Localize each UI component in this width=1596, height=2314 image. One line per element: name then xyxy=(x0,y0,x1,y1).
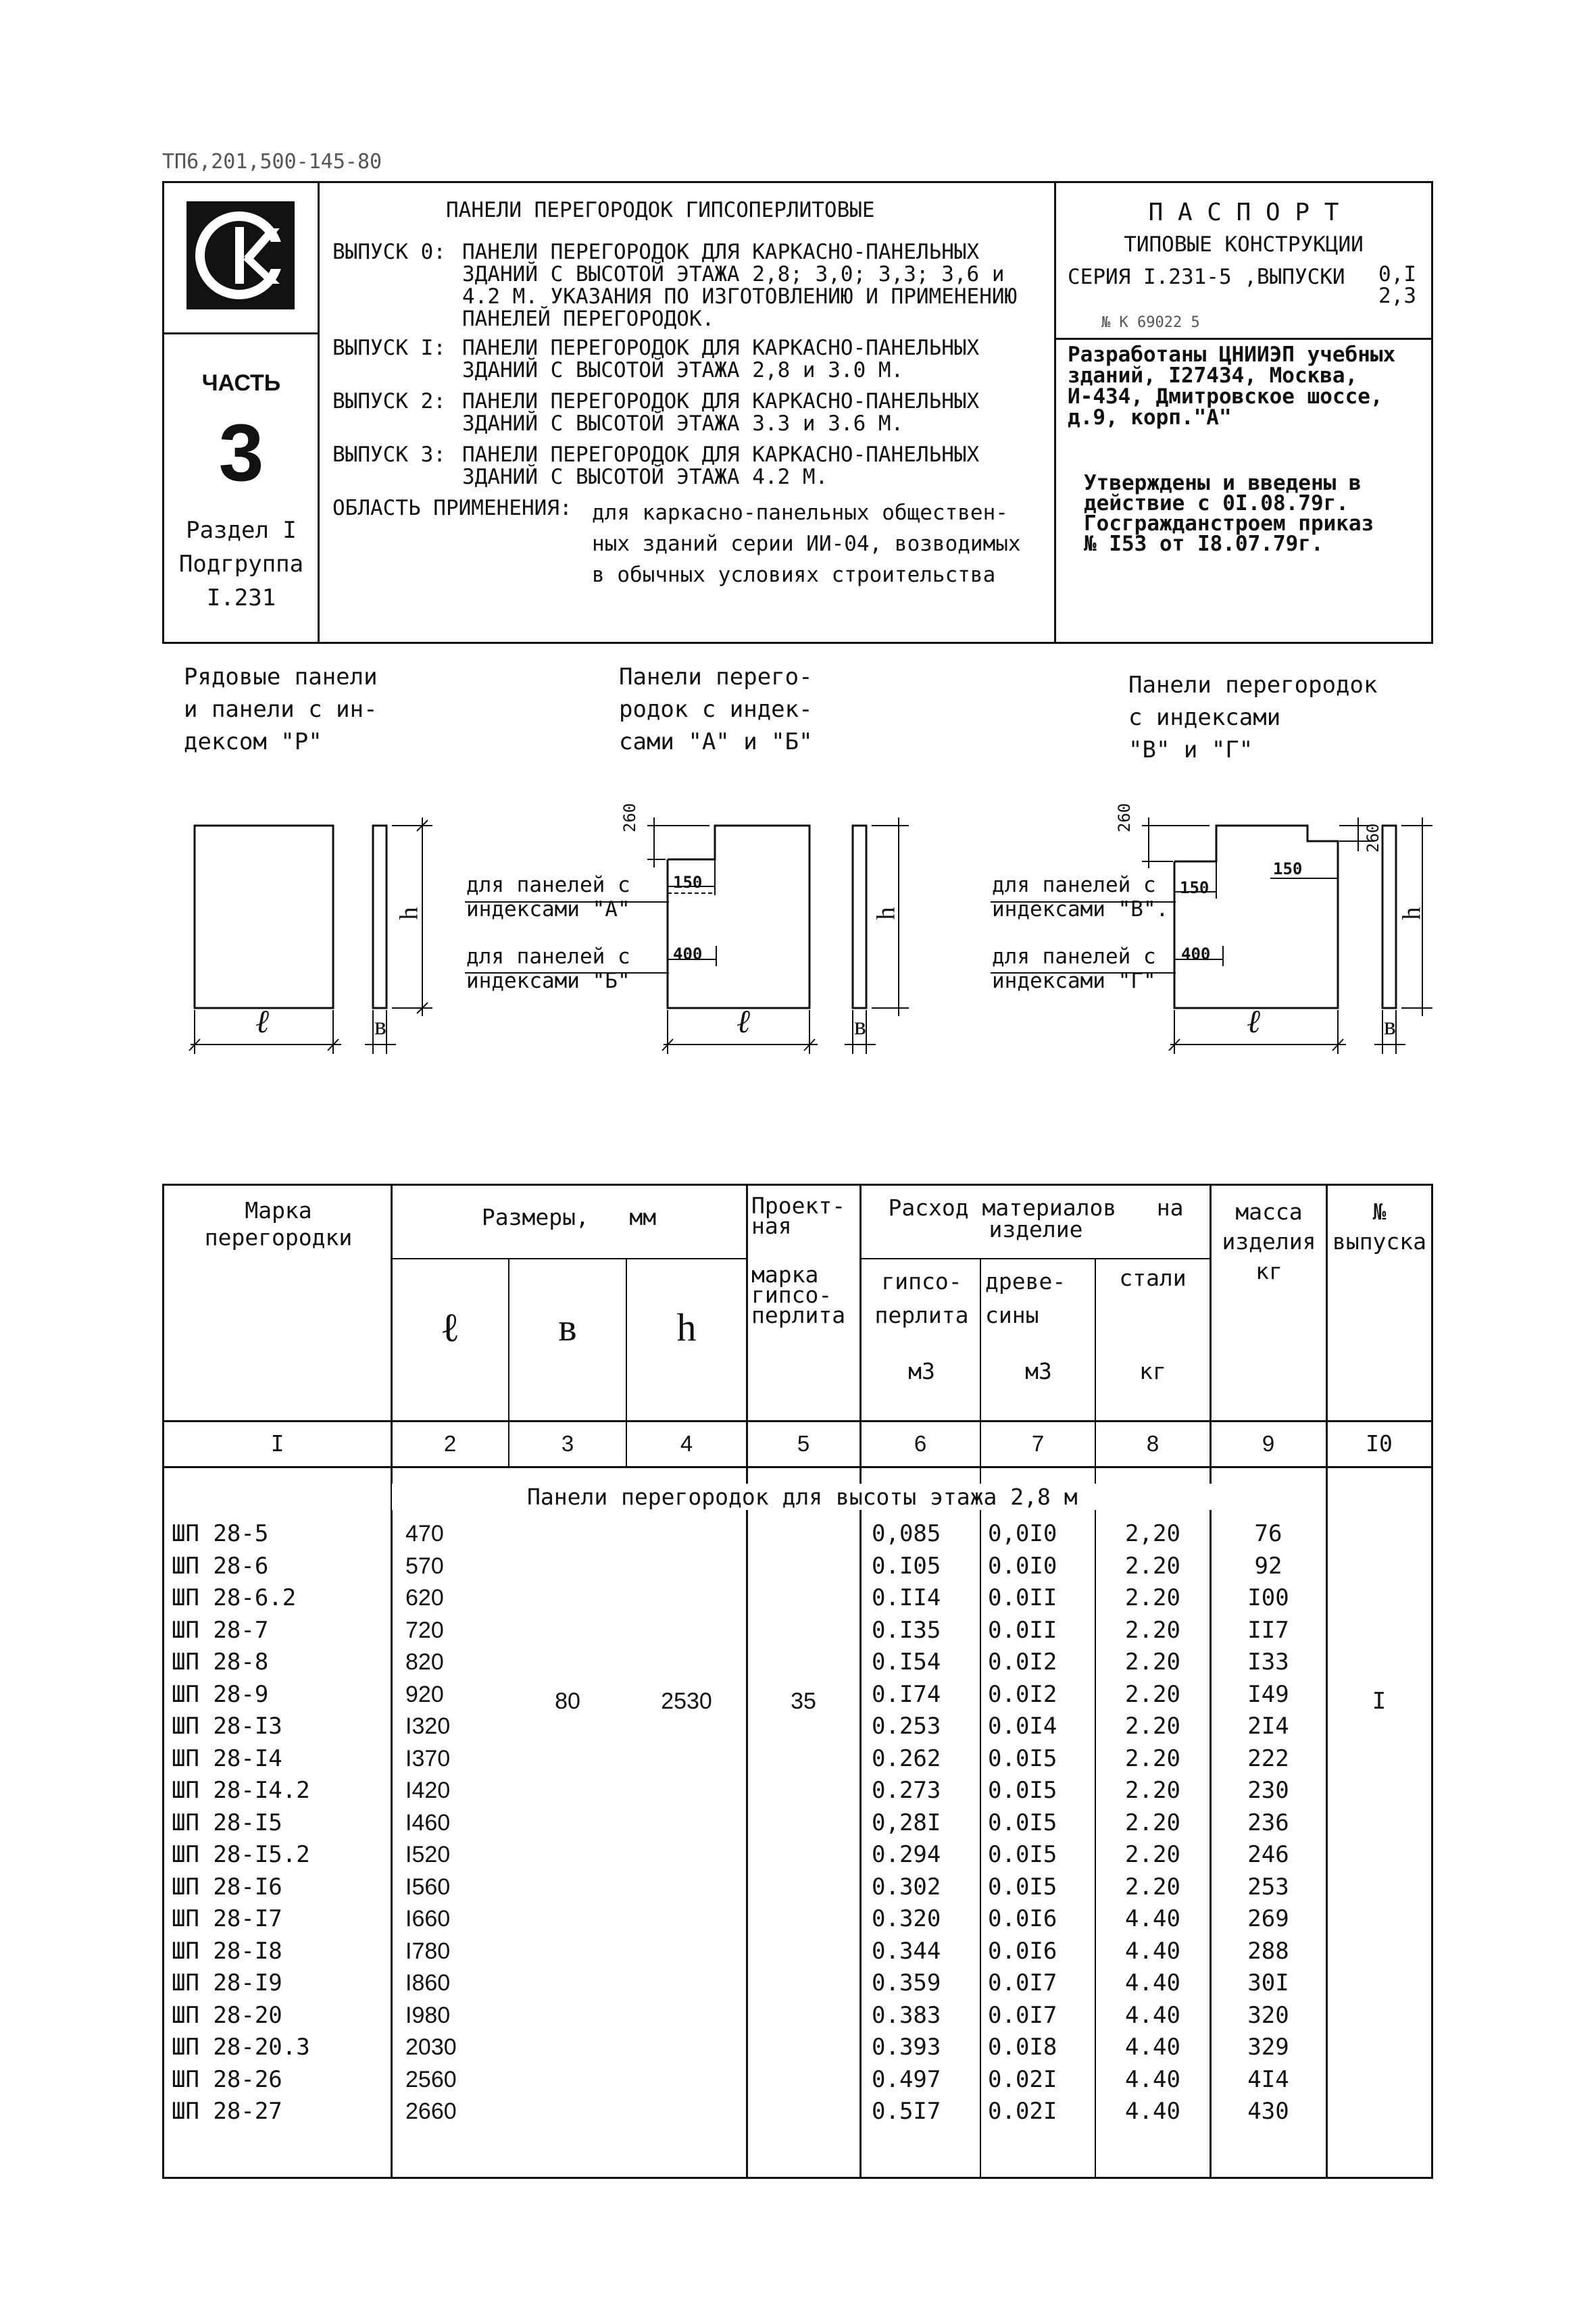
cell-mass: 30I xyxy=(1247,1969,1289,1996)
th-proj: Проект- ная xyxy=(751,1192,846,1239)
col-num-8: 8 xyxy=(1146,1431,1159,1456)
cell-l: I980 xyxy=(405,2002,451,2028)
col-num-2: 2 xyxy=(443,1431,457,1456)
cell-l: I460 xyxy=(405,1809,451,1836)
dim-l-2: ℓ xyxy=(737,1004,750,1040)
issue-1-text: ПАНЕЛИ ПЕРЕГОРОДОК ДЛЯ КАРКАСНО-ПАНЕЛЬНЫХ ЗДАНИЙ С ВЫСОТОЙ ЭТАЖА 2,8 и 3.0 М. xyxy=(462,336,980,382)
note-a-2: индексами "А" xyxy=(466,897,630,922)
cell-l: 2030 xyxy=(405,2034,457,2060)
issue-2-label: ВЫПУСК 2: xyxy=(332,389,446,413)
cell-mass: 4I4 xyxy=(1247,2065,1289,2093)
cell-l: 620 xyxy=(405,1585,444,1611)
cell-wood: 0.0I0 xyxy=(988,1552,1057,1580)
caption-vg-panels: Панели перегородок с индексами "В" и "Г" xyxy=(1128,672,1378,763)
cell-mass: 236 xyxy=(1247,1809,1289,1836)
dim-b-1: в xyxy=(374,1012,386,1040)
doc-number: ТП6,201,500-145-80 xyxy=(162,150,382,174)
cell-steel: 2.20 xyxy=(1125,1777,1180,1804)
cell-mark: ШП 28-I5.2 xyxy=(172,1841,310,1868)
dim-400-3: 400 xyxy=(1181,945,1211,963)
cell-steel: 4.40 xyxy=(1125,1905,1180,1932)
note-v-1: для панелей с xyxy=(992,873,1156,897)
cell-wood: 0.0I2 xyxy=(988,1649,1057,1676)
dim-260-3b: 260 xyxy=(1364,823,1382,853)
cell-l: 470 xyxy=(405,1521,444,1546)
th-wood: древе- сины xyxy=(985,1268,1066,1328)
cell-l: 920 xyxy=(405,1681,444,1707)
cell-mass: 430 xyxy=(1247,2098,1289,2125)
col-num-7: 7 xyxy=(1031,1431,1045,1456)
issue-2-text: ПАНЕЛИ ПЕРЕГОРОДОК ДЛЯ КАРКАСНО-ПАНЕЛЬНЫХ ЗДАНИЙ С ВЫСОТОЙ ЭТАЖА 3.3 и 3.6 М. xyxy=(462,389,980,436)
cell-steel: 4.40 xyxy=(1125,1937,1180,1965)
cell-mass: 92 xyxy=(1254,1552,1282,1580)
col-num-3: 3 xyxy=(561,1431,574,1456)
dim-h-1: h xyxy=(395,907,424,920)
section-label: Раздел I xyxy=(186,517,297,544)
developer-text: Разработаны ЦНИИЭП учебных зданий, I27434, Москва, И-434, Дмитровское шоссе, д.9, корп."А" xyxy=(1068,343,1396,430)
cell-mark: ШП 28-20 xyxy=(172,2001,282,2029)
cell-l: I370 xyxy=(405,1745,451,1771)
cell-l: I520 xyxy=(405,1842,451,1867)
passport-subtitle: ТИПОВЫЕ КОНСТРУКЦИИ xyxy=(1124,232,1364,257)
cell-mass: II7 xyxy=(1247,1616,1289,1644)
th-l: ℓ xyxy=(440,1305,460,1350)
cell-steel: 2.20 xyxy=(1125,1744,1180,1772)
issue-0-text: ПАНЕЛИ ПЕРЕГОРОДОК ДЛЯ КАРКАСНО-ПАНЕЛЬНЫХ ЗДАНИЙ С ВЫСОТОЙ ЭТАЖА 2,8; 3,0; 3,3; 3,6 и 4.2 М. УКАЗАНИЯ ПО ИЗГОТОВЛЕНИЮ И ПРИМЕНЕНИЮ ПАНЕЛЕЙ ПЕРЕГОРОДОК. xyxy=(462,240,1018,331)
cell-wood: 0,0I0 xyxy=(988,1520,1057,1547)
cell-gyps: 0.I05 xyxy=(872,1552,941,1580)
cell-mark: ШП 28-6.2 xyxy=(172,1584,297,1611)
cell-gyps: 0.393 xyxy=(872,2034,941,2061)
dim-b-3: в xyxy=(1384,1012,1396,1040)
cell-steel: 2.20 xyxy=(1125,1552,1180,1580)
col-num-9: 9 xyxy=(1262,1431,1275,1456)
scope-text: для каркасно-панельных обществен- ных зданий серии ИИ-04, возводимых в обычных условиях строительства xyxy=(592,501,1021,587)
cell-mass: I33 xyxy=(1247,1649,1289,1676)
cell-gyps: 0.I74 xyxy=(872,1680,941,1708)
cell-mass: 246 xyxy=(1247,1841,1289,1868)
common-proj-value: 35 xyxy=(791,1688,816,1714)
cell-mass: 253 xyxy=(1247,1873,1289,1901)
cell-steel: 2.20 xyxy=(1125,1649,1180,1676)
cell-steel: 2.20 xyxy=(1125,1841,1180,1868)
th-consumption: Расход материалов на изделие xyxy=(888,1194,1184,1242)
cell-gyps: 0.383 xyxy=(872,2001,941,2029)
cell-l: 570 xyxy=(405,1553,444,1579)
caption-row-panels: Рядовые панели и панели с ин- дексом "Р" xyxy=(184,663,378,755)
section-title: Панели перегородок для высоты этажа 2,8 м xyxy=(392,1484,1324,1510)
dim-260-3a: 260 xyxy=(1115,803,1134,832)
cell-steel: 2.20 xyxy=(1125,1873,1180,1901)
series-issues-1: 0,I xyxy=(1378,262,1416,286)
cell-wood: 0.0I4 xyxy=(988,1713,1057,1740)
cell-mark: ШП 28-26 xyxy=(172,2065,282,2093)
dim-260-2: 260 xyxy=(620,803,639,832)
cell-wood: 0.0I8 xyxy=(988,2034,1057,2061)
cell-l: I660 xyxy=(405,1906,451,1932)
note-a-1: для панелей с xyxy=(466,873,630,897)
dim-150-3b: 150 xyxy=(1273,859,1303,878)
cell-mark: ШП 28-5 xyxy=(172,1520,269,1547)
cell-wood: 0.0I5 xyxy=(988,1744,1057,1772)
cell-mass: 269 xyxy=(1247,1905,1289,1932)
cell-gyps: 0.253 xyxy=(872,1713,941,1740)
cell-wood: 0.0I7 xyxy=(988,2001,1057,2029)
dim-150-2: 150 xyxy=(673,873,703,892)
issue-3-text: ПАНЕЛИ ПЕРЕГОРОДОК ДЛЯ КАРКАСНО-ПАНЕЛЬНЫХ ЗДАНИЙ С ВЫСОТОЙ ЭТАЖА 4.2 М. xyxy=(462,443,980,489)
dim-b-2: в xyxy=(854,1012,866,1040)
cell-mass: I49 xyxy=(1247,1680,1289,1708)
cell-mark: ШП 28-20.3 xyxy=(172,2034,310,2061)
subgroup-code: I.231 xyxy=(206,584,276,611)
cell-mass: 320 xyxy=(1247,2001,1289,2029)
th-mark: Марка перегородки xyxy=(204,1197,353,1251)
cell-steel: 2.20 xyxy=(1125,1680,1180,1708)
cell-gyps: 0,28I xyxy=(872,1809,941,1836)
col-num-1: I xyxy=(270,1430,284,1457)
subgroup-label: Подгруппа xyxy=(178,551,304,578)
cell-wood: 0.0I7 xyxy=(988,1969,1057,1996)
th-b: в xyxy=(558,1305,577,1349)
cell-gyps: 0.302 xyxy=(872,1873,941,1901)
cell-mark: ШП 28-8 xyxy=(172,1649,269,1676)
dim-h-3: h xyxy=(1397,907,1426,920)
cell-mark: ШП 28-6 xyxy=(172,1552,269,1580)
th-mass: масса изделия кг xyxy=(1222,1199,1316,1284)
cell-gyps: 0,085 xyxy=(872,1520,941,1547)
cell-mass: 329 xyxy=(1247,2034,1289,2061)
cell-steel: 4.40 xyxy=(1125,2001,1180,2029)
cell-l: I320 xyxy=(405,1713,451,1739)
cell-l: 720 xyxy=(405,1617,444,1643)
note-b-2: индексами "Б" xyxy=(466,969,630,993)
header-title: ПАНЕЛИ ПЕРЕГОРОДОК ГИПСОПЕРЛИТОВЫЕ xyxy=(446,198,875,222)
cell-steel: 4.40 xyxy=(1125,2098,1180,2125)
cell-mark: ШП 28-I3 xyxy=(172,1713,282,1740)
dim-l-3: ℓ xyxy=(1247,1004,1260,1040)
cell-gyps: 0.294 xyxy=(872,1841,941,1868)
cell-wood: 0.0I5 xyxy=(988,1873,1057,1901)
registration-number: № К 69022 5 xyxy=(1101,314,1200,331)
cell-wood: 0.0II xyxy=(988,1616,1057,1644)
cell-steel: 2.20 xyxy=(1125,1584,1180,1611)
cell-wood: 0.0I5 xyxy=(988,1777,1057,1804)
cell-gyps: 0.262 xyxy=(872,1744,941,1772)
series-label: СЕРИЯ I.231-5 ,ВЫПУСКИ xyxy=(1068,265,1345,289)
note-b-1: для панелей с xyxy=(466,945,630,969)
cell-wood: 0.02I xyxy=(988,2065,1057,2093)
th-gypsum-unit: м3 xyxy=(908,1358,935,1384)
cell-mass: 76 xyxy=(1254,1520,1282,1547)
th-h: h xyxy=(676,1305,697,1349)
dim-400-2: 400 xyxy=(673,945,703,963)
cell-gyps: 0.II4 xyxy=(872,1584,941,1611)
cell-gyps: 0.5I7 xyxy=(872,2098,941,2125)
col-num-10: I0 xyxy=(1366,1430,1393,1457)
issue-0-label: ВЫПУСК 0: xyxy=(332,240,446,264)
cell-wood: 0.0I5 xyxy=(988,1809,1057,1836)
cell-gyps: 0.I35 xyxy=(872,1616,941,1644)
th-proj2: марка гипсо- перлита xyxy=(751,1261,846,1328)
cell-mass: 230 xyxy=(1247,1777,1289,1804)
cell-mark: ШП 28-9 xyxy=(172,1680,269,1708)
cell-l: I780 xyxy=(405,1938,451,1964)
passport-title: П А С П О Р Т xyxy=(1148,199,1339,226)
dim-h-2: h xyxy=(872,907,901,920)
cell-steel: 2.20 xyxy=(1125,1616,1180,1644)
cell-gyps: 0.359 xyxy=(872,1969,941,1996)
note-g-2: индексами "Г" xyxy=(992,969,1156,993)
cell-wood: 0.02I xyxy=(988,2098,1057,2125)
cell-gyps: 0.273 xyxy=(872,1777,941,1804)
cell-gyps: 0.344 xyxy=(872,1937,941,1965)
dim-150-3a: 150 xyxy=(1180,878,1210,897)
series-issues-2: 2,3 xyxy=(1378,284,1416,308)
cell-steel: 4.40 xyxy=(1125,1969,1180,1996)
issue-1-label: ВЫПУСК I: xyxy=(332,336,446,360)
col-num-6: 6 xyxy=(914,1431,927,1456)
th-gypsum: гипсо- перлита xyxy=(874,1268,969,1328)
note-g-1: для панелей с xyxy=(992,945,1156,969)
cell-l: 2560 xyxy=(405,2066,457,2092)
cell-wood: 0.0I6 xyxy=(988,1905,1057,1932)
th-wood-unit: м3 xyxy=(1025,1358,1052,1384)
cell-mark: ШП 28-I9 xyxy=(172,1969,282,1996)
scope-label: ОБЛАСТЬ ПРИМЕНЕНИЯ: xyxy=(332,496,572,520)
approval-text: Утверждены и введены в действие с 0I.08.79г. Госгражданстроем приказ № I53 от I8.07.79г. xyxy=(1084,471,1374,556)
th-steel: стали xyxy=(1119,1265,1187,1291)
cell-mark: ШП 28-I6 xyxy=(172,1873,282,1901)
cell-mass: I00 xyxy=(1247,1584,1289,1611)
cell-mark: ШП 28-I7 xyxy=(172,1905,282,1932)
cell-mark: ШП 28-I5 xyxy=(172,1809,282,1836)
cell-steel: 2.20 xyxy=(1125,1809,1180,1836)
cell-mass: 2I4 xyxy=(1247,1713,1289,1740)
th-sizes: Размеры, мм xyxy=(481,1204,657,1230)
cell-mass: 222 xyxy=(1247,1744,1289,1772)
cell-wood: 0.0I6 xyxy=(988,1937,1057,1965)
col-num-5: 5 xyxy=(797,1431,810,1456)
cell-wood: 0.0I2 xyxy=(988,1680,1057,1708)
cell-mark: ШП 28-27 xyxy=(172,2098,282,2125)
cell-l: I860 xyxy=(405,1970,451,1996)
cell-l: 2660 xyxy=(405,2098,457,2124)
common-b-value: 80 xyxy=(555,1688,580,1714)
th-issue: № выпуска xyxy=(1332,1199,1427,1255)
note-v-2: индексами "В". xyxy=(992,897,1169,922)
cell-mark: ШП 28-I4.2 xyxy=(172,1777,310,1804)
cell-mark: ШП 28-7 xyxy=(172,1616,269,1644)
cell-l: I420 xyxy=(405,1778,451,1803)
dim-l-1: ℓ xyxy=(255,1004,269,1040)
cell-steel: 2.20 xyxy=(1125,1713,1180,1740)
col-num-4: 4 xyxy=(680,1431,693,1456)
part-number: 3 xyxy=(218,407,264,498)
cell-gyps: 0.497 xyxy=(872,2065,941,2093)
cell-mark: ШП 28-I8 xyxy=(172,1937,282,1965)
cell-steel: 4.40 xyxy=(1125,2034,1180,2061)
cell-wood: 0.0I5 xyxy=(988,1841,1057,1868)
cell-mass: 288 xyxy=(1247,1937,1289,1965)
caption-ab-panels: Панели перего- родок с индек- сами "А" и "Б" xyxy=(619,663,813,755)
common-issue-value: I xyxy=(1372,1688,1387,1715)
cell-steel: 4.40 xyxy=(1125,2065,1180,2093)
common-h-value: 2530 xyxy=(661,1688,712,1714)
cell-gyps: 0.I54 xyxy=(872,1649,941,1676)
cell-steel: 2,20 xyxy=(1125,1520,1180,1547)
th-steel-unit: кг xyxy=(1139,1358,1166,1384)
issue-3-label: ВЫПУСК 3: xyxy=(332,443,446,467)
cell-gyps: 0.320 xyxy=(872,1905,941,1932)
cell-l: 820 xyxy=(405,1649,444,1675)
cell-l: I560 xyxy=(405,1873,451,1900)
cell-mark: ШП 28-I4 xyxy=(172,1744,282,1772)
cell-wood: 0.0II xyxy=(988,1584,1057,1611)
part-label: ЧАСТЬ xyxy=(201,370,281,396)
